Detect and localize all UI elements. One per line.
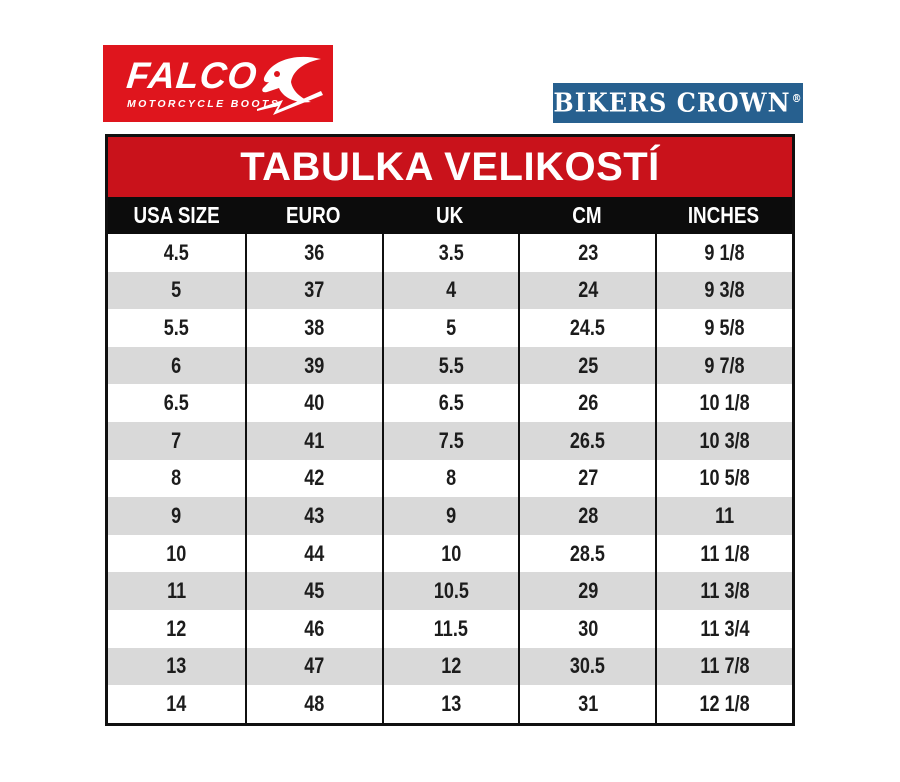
- cell: 3.5: [382, 234, 519, 272]
- table-row: [108, 272, 792, 310]
- cell: 10.5: [382, 572, 519, 610]
- cell: 44: [245, 535, 382, 573]
- cell: 13: [166, 653, 187, 679]
- cell: 4.5: [163, 239, 189, 265]
- falco-wordmark: [103, 57, 280, 110]
- table-row: [108, 497, 792, 535]
- cell: 10: [166, 540, 187, 566]
- table-header-row: [108, 197, 792, 234]
- cell: 38: [245, 309, 382, 347]
- cell: 11 1/8: [655, 535, 792, 573]
- cell: 12: [382, 648, 519, 686]
- cell: 4: [382, 272, 519, 310]
- table-row: [108, 572, 792, 610]
- falco-logo: [103, 45, 333, 122]
- column-header: USA SIZE: [133, 202, 220, 228]
- column-header: INCHES: [687, 202, 760, 228]
- cell: 41: [245, 422, 382, 460]
- cell: 7.5: [382, 422, 519, 460]
- cell: 9: [382, 497, 519, 535]
- column-header: UK: [436, 202, 464, 228]
- cell: 6.5: [163, 390, 189, 416]
- cell: 9 3/8: [655, 272, 792, 310]
- column-header: CM: [572, 202, 602, 228]
- cell: 11: [655, 497, 792, 535]
- cell: 23: [518, 234, 655, 272]
- cell: 13: [382, 685, 519, 723]
- table-row: [108, 460, 792, 498]
- table-row: [108, 648, 792, 686]
- table-body: [108, 234, 792, 723]
- table-row: [108, 610, 792, 648]
- cell: 10 3/8: [655, 422, 792, 460]
- cell: 12 1/8: [655, 685, 792, 723]
- cell: 30.5: [518, 648, 655, 686]
- table-row: [108, 535, 792, 573]
- cell: 6.5: [382, 384, 519, 422]
- cell: 29: [518, 572, 655, 610]
- cell: 8: [382, 460, 519, 498]
- cell: 11 7/8: [655, 648, 792, 686]
- cell: 10 5/8: [655, 460, 792, 498]
- cell: 48: [245, 685, 382, 723]
- cell: 25: [518, 347, 655, 385]
- cell: 36: [245, 234, 382, 272]
- table-row: [108, 685, 792, 723]
- cell: 26: [518, 384, 655, 422]
- cell: 24: [518, 272, 655, 310]
- cell: 31: [518, 685, 655, 723]
- cell: 9 1/8: [655, 234, 792, 272]
- cell: 28.5: [518, 535, 655, 573]
- cell: 27: [518, 460, 655, 498]
- cell: 30: [518, 610, 655, 648]
- cell: 9: [171, 502, 182, 528]
- cell: 28: [518, 497, 655, 535]
- cell: 26.5: [518, 422, 655, 460]
- cell: 5: [171, 277, 182, 303]
- cell: 47: [245, 648, 382, 686]
- bikers-crown-label: BIKERS CROWN: [553, 86, 791, 119]
- cell: 14: [166, 690, 187, 716]
- registered-trademark-symbol: ®: [791, 93, 803, 106]
- table-row: [108, 422, 792, 460]
- size-table: [105, 134, 795, 726]
- table-row: [108, 234, 792, 272]
- cell: 5.5: [163, 314, 189, 340]
- cell: 12: [166, 615, 187, 641]
- cell: 42: [245, 460, 382, 498]
- cell: 7: [171, 427, 182, 453]
- table-row: [108, 384, 792, 422]
- column-header: EURO: [285, 202, 341, 228]
- cell: 11 3/8: [655, 572, 792, 610]
- cell: 11.5: [382, 610, 519, 648]
- cell: 46: [245, 610, 382, 648]
- cell: 5.5: [382, 347, 519, 385]
- cell: 37: [245, 272, 382, 310]
- cell: 11 3/4: [655, 610, 792, 648]
- cell: 11: [166, 578, 186, 604]
- cell: 24.5: [518, 309, 655, 347]
- table-row: [108, 309, 792, 347]
- cell: 6: [171, 352, 182, 378]
- bikers-crown-logo: [553, 83, 803, 123]
- cell: 10: [382, 535, 519, 573]
- bikers-crown-brand-name: [553, 86, 803, 119]
- cell: 45: [245, 572, 382, 610]
- cell: 40: [245, 384, 382, 422]
- cell: 9 5/8: [655, 309, 792, 347]
- table-title: TABULKA VELIKOSTÍ: [108, 137, 792, 197]
- table-row: [108, 347, 792, 385]
- cell: 5: [382, 309, 519, 347]
- cell: 39: [245, 347, 382, 385]
- cell: 8: [171, 465, 182, 491]
- cell: 9 7/8: [655, 347, 792, 385]
- falco-brand-subtitle: MOTORCYCLE BOOTS: [127, 98, 281, 110]
- cell: 10 1/8: [655, 384, 792, 422]
- falco-brand-name: FALCO: [124, 55, 260, 96]
- cell: 43: [245, 497, 382, 535]
